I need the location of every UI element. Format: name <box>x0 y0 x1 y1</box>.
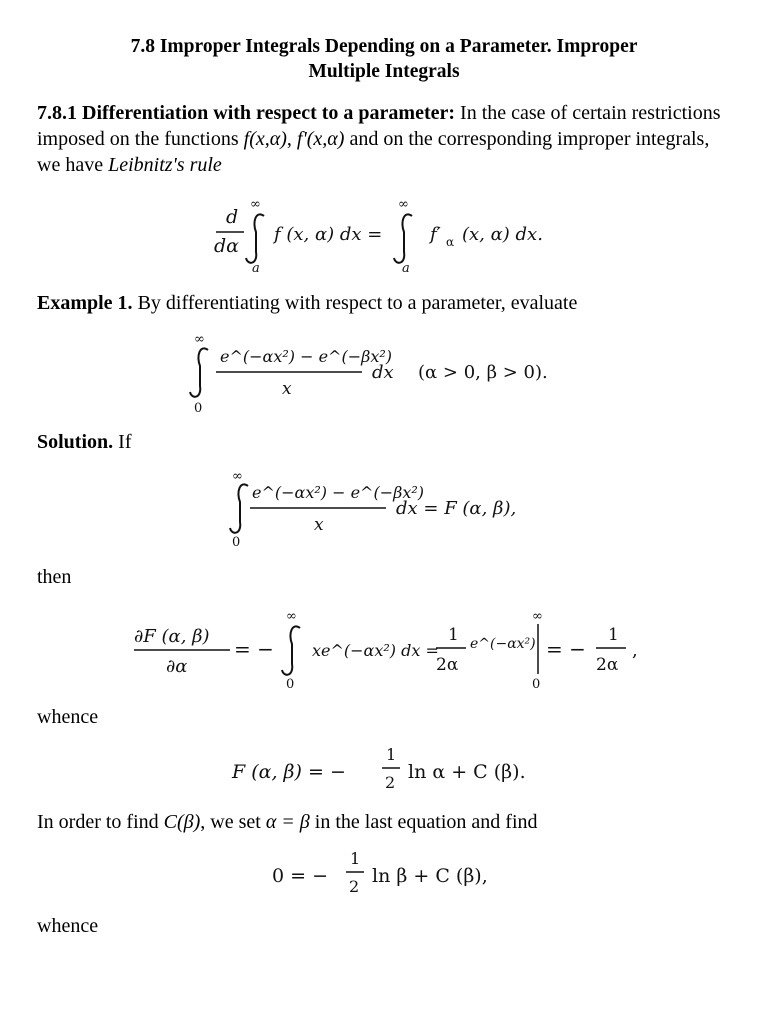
section-paragraph <box>37 100 737 178</box>
find-text-3: in the last equation and find <box>309 811 538 833</box>
zero-equation <box>270 846 530 902</box>
eq1-integrand-right: (x, α) dx. <box>462 224 543 245</box>
eq1-dalpha: dα <box>214 235 239 257</box>
sol-rhs: dx = F (α, β), <box>396 498 517 519</box>
integral-sign-icon <box>282 626 300 674</box>
sol-lower-limit: 0 <box>232 535 241 550</box>
eq1-fprime: f′ <box>430 224 441 245</box>
F-rest: ln α + C (β). <box>408 761 526 783</box>
derivative-equation <box>130 608 650 692</box>
solution-paragraph <box>37 429 737 455</box>
zero-rest: ln β + C (β), <box>372 865 488 887</box>
sol-numerator: e^(−αx²) − e^(−βx²) <box>252 483 425 502</box>
find-text-1: In order to find <box>37 811 164 833</box>
sol-upper-limit: ∞ <box>232 469 243 484</box>
find-equation: α = β <box>265 811 310 833</box>
whence-word-1: whence <box>37 706 99 728</box>
F-equation <box>230 742 560 798</box>
deriv-comma: , <box>632 640 638 661</box>
whence-word-2: whence <box>37 915 99 937</box>
title-line-2: Multiple Integrals <box>308 61 460 82</box>
section-text-2: and on the corresponding improper integrals, we have <box>37 128 710 176</box>
zero-denominator: 2 <box>349 877 360 896</box>
deriv-frac-numerator: 1 <box>448 625 459 645</box>
integral-sign-icon <box>230 484 248 532</box>
find-c: C(β) <box>163 811 201 833</box>
function-f-prime: f'(x,α) <box>296 128 345 150</box>
function-f: f(x,α) <box>243 128 287 150</box>
deriv-eval-upper: ∞ <box>532 609 543 624</box>
integral-sign-icon <box>394 214 412 262</box>
leibnitz-rule-label: Leibnitz's rule <box>108 154 222 176</box>
find-text-2: , we set <box>200 811 266 833</box>
eq1-lower-limit-2: a <box>402 261 410 276</box>
leibnitz-equation <box>210 192 570 282</box>
solution-text: If <box>113 431 132 453</box>
solution-label: Solution. <box>37 431 114 453</box>
deriv-integrand: xe^(−αx²) dx = <box>312 641 439 660</box>
deriv-result-equals: = − <box>546 637 586 661</box>
page-title <box>60 34 708 84</box>
example-text: By differentiating with respect to a parameter, evaluate <box>132 292 578 314</box>
zero-numerator: 1 <box>350 849 361 868</box>
section-text-1: In the case of certain restrictions imposed on the functions <box>37 102 721 150</box>
eq1-subscript: α <box>446 235 455 249</box>
example-paragraph <box>37 290 737 316</box>
eq1-lower-limit-1: a <box>252 261 260 276</box>
ex1-condition: (α > 0, β > 0). <box>418 362 548 383</box>
deriv-lower-limit: 0 <box>286 677 295 692</box>
eq1-upper-limit-2: ∞ <box>398 197 409 212</box>
ex1-upper-limit: ∞ <box>194 332 205 347</box>
integral-sign-icon <box>190 348 208 396</box>
ex1-dx: dx <box>372 362 394 383</box>
then-word: then <box>37 566 72 588</box>
deriv-lhs-denominator: ∂α <box>166 656 188 677</box>
deriv-equals-minus: = − <box>234 637 274 661</box>
F-lhs: F (α, β) = − <box>232 761 346 783</box>
ex1-numerator: e^(−αx²) − e^(−βx²) <box>220 347 393 366</box>
deriv-result-denominator: 2α <box>596 655 619 675</box>
function-separator: , <box>286 128 297 150</box>
deriv-lhs-numerator: ∂F (α, β) <box>134 626 210 647</box>
sol-denominator: x <box>314 515 324 535</box>
section-heading: 7.8.1 Differentiation with respect to a parameter: <box>37 102 456 124</box>
title-line-1: 7.8 Improper Integrals Depending on a Parameter. Improper <box>130 36 638 57</box>
integral-sign-icon <box>246 214 264 262</box>
deriv-result-numerator: 1 <box>608 625 619 645</box>
deriv-eval-lower: 0 <box>532 677 541 692</box>
deriv-frac-denominator: 2α <box>436 655 459 675</box>
deriv-exponential: e^(−αx²) <box>470 636 536 652</box>
deriv-upper-limit: ∞ <box>286 609 297 624</box>
eq1-d: d <box>226 206 239 228</box>
ex1-lower-limit: 0 <box>194 401 203 416</box>
eq1-upper-limit-1: ∞ <box>250 197 261 212</box>
example-label: Example 1. <box>37 292 133 314</box>
eq1-integrand-left: f (x, α) dx = <box>274 224 383 245</box>
ex1-denominator: x <box>282 379 292 399</box>
example-integral <box>182 328 602 418</box>
solution-integral <box>226 466 566 550</box>
F-denominator: 2 <box>385 773 396 792</box>
zero-lhs: 0 = − <box>272 865 329 887</box>
find-paragraph <box>37 809 737 835</box>
F-numerator: 1 <box>386 745 397 764</box>
